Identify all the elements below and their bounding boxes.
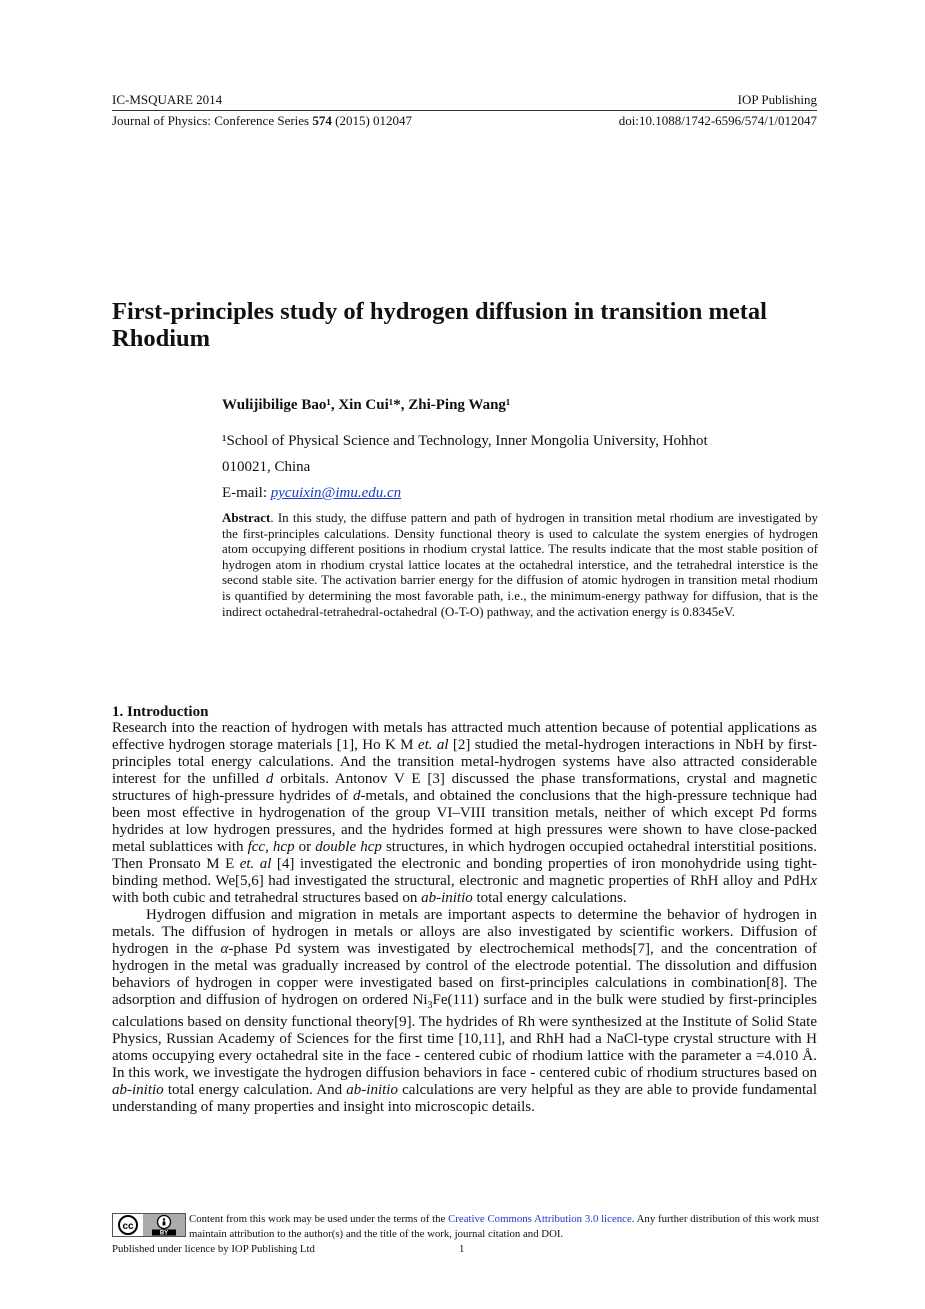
licence-notice: Content from this work may be used under the terms of the Creative Commons Attribution 3.0 licence. Any further distribution of this work must maintain attribution to the author(s) and the title of the work, journal citation and DOI. (189, 1213, 819, 1240)
affiliation-line-2: 010021, China (222, 459, 311, 475)
by-icon (143, 1214, 185, 1236)
journal-citation: Journal of Physics: Conference Series 574 (2015) 012047 (112, 113, 413, 128)
cc-by-badge (112, 1213, 186, 1237)
cc-icon (113, 1214, 143, 1236)
page-number: 1 (459, 1243, 465, 1255)
svg-text:cc: cc (122, 1221, 134, 1232)
paper-title: First-principles study of hydrogen diffusion in transition metal Rhodium (112, 298, 767, 352)
authors: Wulijibilige Bao¹, Xin Cui¹*, Zhi-Ping Wang¹ (222, 397, 511, 413)
paragraph-2: Hydrogen diffusion and migration in metals are important aspects to determine the behavior of hydrogen in metals. The diffusion of hydrogen in metals or alloys are also investigated by scientific workers. Diffusion of hydrogen in the α-phase Pd system was investigated by electrochemical methods[7], and the concentration of hydrogen in the metal was gradually increased by control of the electrode potential. The dissolution and diffusion behaviors of hydrogen in copper were investigated based on first-principles calculations in combination[8]. The adsorption and diffusion of hydrogen on ordered $Ni_3Fe(111)$ surface and in the bulk were studied by first-principles calculations based on density functional theory[9]. The hydrides of Rh were synthesized at the Institute of Solid State Physics, Russian Academy of Sciences for the first time [10,11], and RhH had a NaCl-type crystal structure with H atoms occupying every octahedral site in the face - centered cubic of rhodium lattice with the parameter a =4.010 Å. In this work, we investigate the hydrogen diffusion behaviors in face - centered cubic of rhodium structures based on ab-initio total energy calculation. And ab-initio calculations are very helpful as they are able to provide fundamental understanding of many properties and insight into microscopic details. (112, 907, 817, 1115)
abstract-label: Abstract (222, 510, 271, 525)
licence-link[interactable]: Creative Commons Attribution 3.0 licence (448, 1213, 632, 1225)
email-line: E-mail: pycuixin@imu.edu.cn (222, 485, 402, 501)
email-link[interactable]: pycuixin@imu.edu.cn (270, 485, 402, 501)
introduction-body (112, 720, 817, 1116)
publisher-name: IOP Publishing (737, 92, 817, 107)
paragraph-1: Research into the reaction of hydrogen with metals has attracted much attention because of potential applications as effective hydrogen storage materials [1], Ho K M et. al [2] studied the metal-hydrogen interactions in NbH by first-principles total energy calculations. And the transition metal-hydrogen systems have also attracted considerable interest for the unfilled d orbitals. Antonov V E [3] discussed the phase transformations, crystal and magnetic structures of high-pressure hydrides of d-metals, and obtained the conclusions that the high-pressure technique had been most effective in hydrogenation of the group VI–VIII transition metals, neither of which except Pd forms hydrides at low hydrogen pressures, and the hydrides formed at high pressures were shown to have close-packed metal sublattices with fcc, hcp or double hcp structures, in which hydrogen occupied octahedral interstitial positions. Then Pronsato M E et. al [4] investigated the electronic and bonding properties of iron monohydride using tight-binding method. We[5,6] had investigated the structural, electronic and magnetic properties of RhH alloy and PdHx with both cubic and tetrahedral structures based on ab-initio total energy calculations. (112, 720, 818, 906)
header-rule (112, 110, 817, 111)
published-under-licence: Published under licence by IOP Publishing Ltd (112, 1243, 315, 1255)
section-heading-introduction: 1. Introduction (112, 704, 209, 720)
conference-name: IC-MSQUARE 2014 (112, 92, 223, 107)
doi: doi:10.1088/1742-6596/574/1/012047 (618, 113, 817, 128)
abstract: Abstract. In this study, the diffuse pattern and path of hydrogen in transition metal rhodium are investigated by the first-principles calculations. Density functional theory is used to calculate the system energies of hydrogen atom occupying different positions in rhodium crystal lattice. The results indicate that the most stable position of hydrogen atom in rhodium crystal lattice locates at the octahedral interstice, and the tetrahedral interstice is the second stable site. The activation barrier energy for the diffusion of atomic hydrogen in transition metal rhodium is quantified by determining the most favorable path, i.e., the minimum-energy pathway for diffusion, that is the indirect octahedral-tetrahedral-octahedral (O-T-O) pathway, and the activation energy is 0.8345eV. (222, 510, 818, 619)
affiliation-line-1: ¹School of Physical Science and Technology, Inner Mongolia University, Hohhot (222, 433, 708, 449)
svg-text:BY: BY (159, 1230, 169, 1236)
